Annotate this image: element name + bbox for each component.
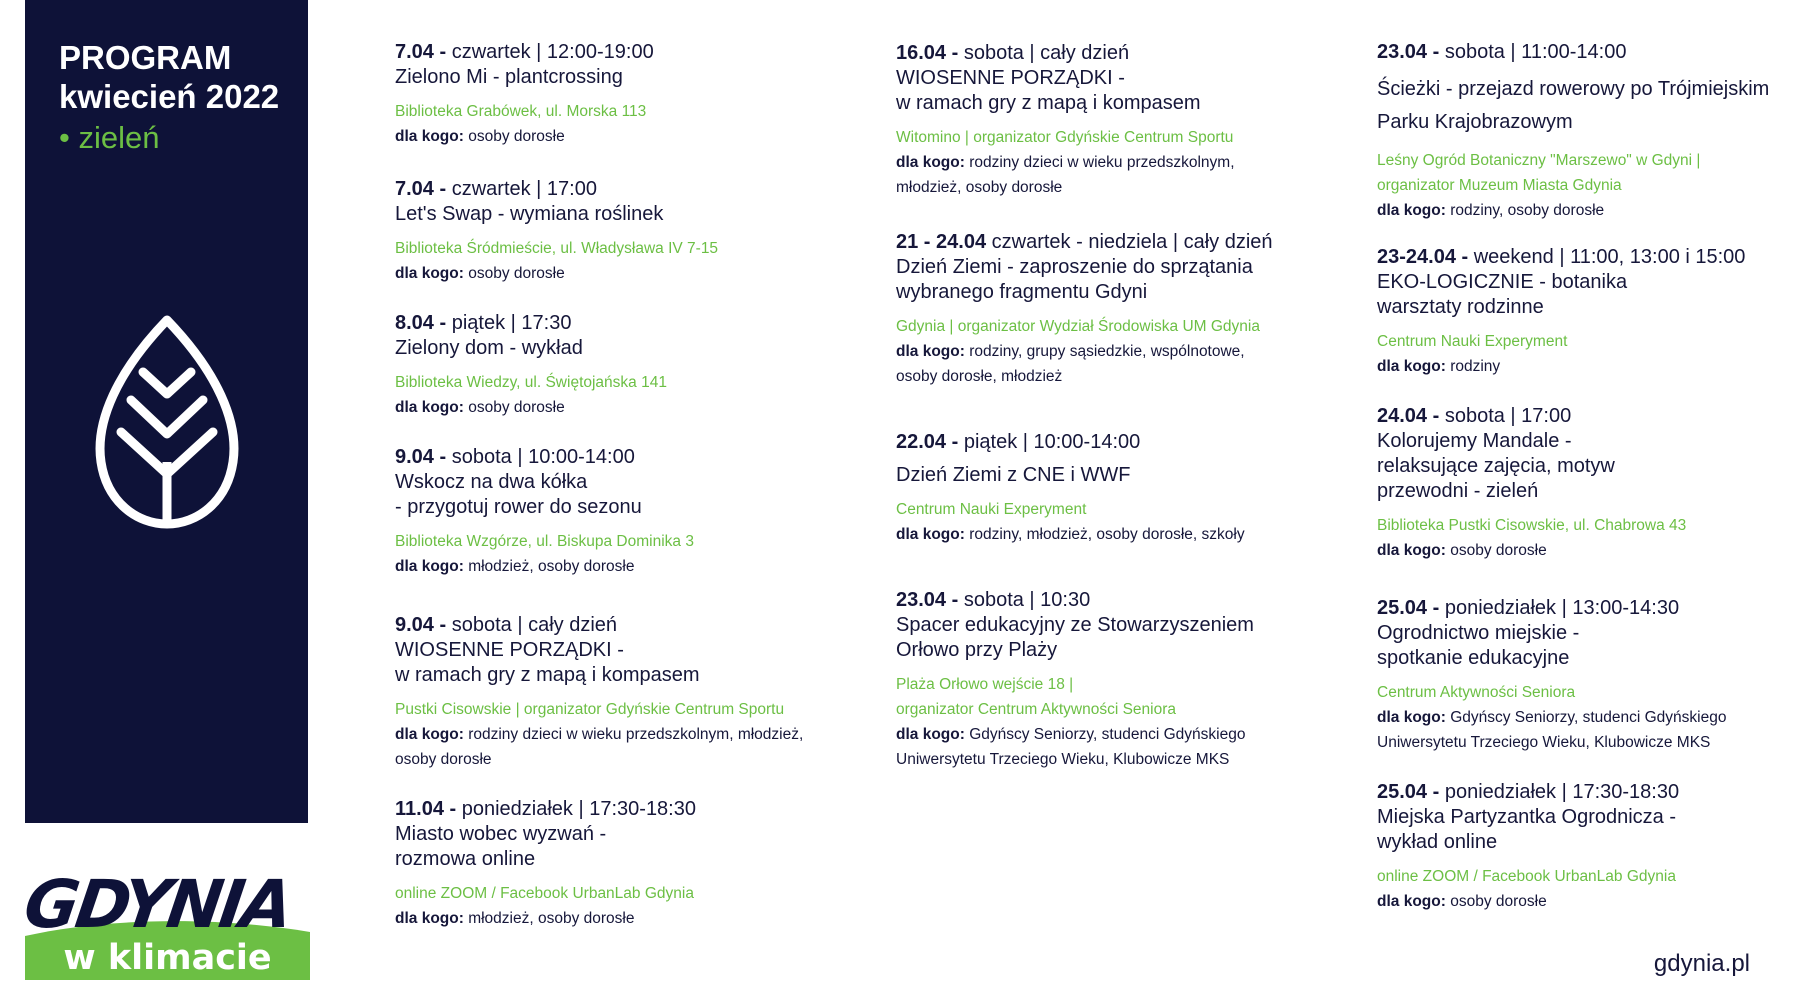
event-title-line: Ścieżki - przejazd rowerowy po Trójmiejskim	[1377, 78, 1770, 100]
audience-line: Gdyńscy Seniorzy, studenci Gdyńskiego	[1450, 709, 1727, 726]
event-title	[395, 638, 835, 688]
event-title	[1377, 73, 1797, 139]
audience-line: młodzież, osoby dorosłe	[896, 179, 1063, 196]
event-title	[1377, 270, 1797, 320]
event-item	[896, 41, 1356, 200]
event-place	[896, 497, 1356, 522]
event-place	[896, 314, 1356, 339]
event-place	[395, 881, 835, 906]
audience-line: osoby dorosłe	[468, 265, 565, 282]
audience-line: rodziny dzieci w wieku przedszkolnym,	[969, 154, 1235, 171]
event-title-line: w ramach gry z mapą i kompasem	[896, 92, 1201, 114]
event-day-time: czwartek - niedziela | cały dzień	[986, 231, 1273, 253]
event-audience	[1377, 354, 1797, 379]
event-place-line: organizator Centrum Aktywności Seniora	[896, 701, 1176, 718]
event-title-line: EKO-LOGICZNIE - botanika	[1377, 271, 1628, 293]
event-item	[395, 40, 835, 149]
event-date: 7.04 -	[395, 41, 447, 63]
event-title-line: Miejska Partyzantka Ogrodnicza -	[1377, 806, 1677, 828]
audience-line: osoby dorosłe, młodzież	[896, 368, 1063, 385]
event-title-line: Zielony dom - wykład	[395, 337, 583, 359]
audience-label: dla kogo:	[1377, 542, 1446, 559]
event-date: 22.04 -	[896, 431, 959, 453]
audience-line: rodziny dzieci w wieku przedszkolnym, młodzież,	[468, 726, 804, 743]
event-header	[395, 613, 835, 638]
event-date: 25.04 -	[1377, 781, 1440, 803]
event-day-time: piątek | 10:00-14:00	[958, 431, 1141, 453]
event-date: 23.04 -	[896, 589, 959, 611]
event-title	[1377, 429, 1797, 504]
event-audience	[1377, 198, 1797, 223]
audience-label: dla kogo:	[395, 910, 464, 927]
event-day-time: sobota | cały dzień	[958, 42, 1130, 64]
event-day-time: poniedziałek | 17:30-18:30	[456, 798, 696, 820]
event-place	[1377, 148, 1797, 198]
audience-line: osoby dorosłe	[395, 751, 492, 768]
event-item	[896, 588, 1356, 772]
audience-line: rodziny	[1450, 358, 1501, 375]
event-title-line: Spacer edukacyjny ze Stowarzyszeniem	[896, 614, 1254, 636]
program-subtitle: • zieleń	[59, 120, 160, 155]
event-audience	[395, 124, 835, 149]
event-date: 16.04 -	[896, 42, 959, 64]
event-day-time: weekend | 11:00, 13:00 i 15:00	[1468, 246, 1746, 268]
event-place	[896, 125, 1356, 150]
event-date: 8.04 -	[395, 312, 447, 334]
event-header	[896, 230, 1356, 255]
leaf-icon	[87, 312, 247, 532]
event-date: 9.04 -	[395, 446, 447, 468]
event-place	[1377, 680, 1797, 705]
event-place	[1377, 513, 1797, 538]
audience-label: dla kogo:	[395, 128, 464, 145]
event-audience	[896, 150, 1356, 200]
event-audience	[395, 722, 835, 772]
event-header	[1377, 404, 1797, 429]
program-title	[59, 38, 279, 116]
audience-line: osoby dorosłe	[468, 399, 565, 416]
event-item	[1377, 780, 1797, 914]
audience-line: Uniwersytetu Trzeciego Wieku, Klubowicze MKS	[1377, 734, 1711, 751]
event-place	[896, 672, 1356, 722]
event-title	[896, 66, 1356, 116]
event-date: 25.04 -	[1377, 597, 1440, 619]
event-header	[1377, 245, 1797, 270]
event-title-line: Let's Swap - wymiana roślinek	[395, 203, 664, 225]
audience-label: dla kogo:	[395, 399, 464, 416]
event-title-line: Miasto wobec wyzwań -	[395, 823, 607, 845]
event-place-line: online ZOOM / Facebook UrbanLab Gdynia	[1377, 868, 1676, 885]
event-place-line: Biblioteka Wiedzy, ul. Świętojańska 141	[395, 374, 667, 391]
event-day-time: sobota | 10:30	[958, 589, 1091, 611]
audience-label: dla kogo:	[896, 343, 965, 360]
event-day-time: poniedziałek | 13:00-14:30	[1439, 597, 1680, 619]
event-audience	[896, 339, 1356, 389]
event-audience	[395, 261, 835, 286]
event-place-line: Witomino | organizator Gdyńskie Centrum Sportu	[896, 129, 1234, 146]
event-title-line: relaksujące zajęcia, motyw	[1377, 455, 1615, 477]
event-title-line: Zielono Mi - plantcrossing	[395, 66, 623, 88]
event-audience	[1377, 538, 1797, 563]
event-title-line: Wskocz na dwa kółka	[395, 471, 588, 493]
event-title-line: wybranego fragmentu Gdyni	[896, 281, 1148, 303]
event-title	[896, 613, 1356, 663]
event-place-line: Biblioteka Pustki Cisowskie, ul. Chabrowa 43	[1377, 517, 1687, 534]
event-title-line: Ogrodnictwo miejskie -	[1377, 622, 1580, 644]
audience-line: Gdyńscy Seniorzy, studenci Gdyńskiego	[969, 726, 1246, 743]
event-item	[395, 797, 835, 931]
event-header	[896, 588, 1356, 613]
event-place-line: Centrum Aktywności Seniora	[1377, 684, 1576, 701]
audience-line: rodziny, osoby dorosłe	[1450, 202, 1605, 219]
event-audience	[896, 522, 1356, 547]
sidebar-panel	[25, 0, 308, 823]
audience-line: młodzież, osoby dorosłe	[468, 910, 635, 927]
audience-label: dla kogo:	[896, 526, 965, 543]
event-item	[1377, 596, 1797, 755]
event-header	[395, 445, 835, 470]
event-day-time: piątek | 17:30	[446, 312, 572, 334]
event-header	[395, 311, 835, 336]
audience-line: rodziny, grupy sąsiedzkie, wspólnotowe,	[969, 343, 1245, 360]
event-day-time: sobota | 11:00-14:00	[1439, 41, 1627, 63]
event-header	[395, 797, 835, 822]
event-date: 23.04 -	[1377, 41, 1440, 63]
event-item	[395, 311, 835, 420]
program-title-line2: kwiecień 2022	[59, 78, 280, 115]
event-day-time: sobota | 10:00-14:00	[446, 446, 635, 468]
event-place-line: Gdynia | organizator Wydział Środowiska UM Gdynia	[896, 318, 1260, 335]
event-audience	[395, 554, 835, 579]
event-day-time: czwartek | 12:00-19:00	[446, 41, 654, 63]
event-day-time: sobota | 17:00	[1439, 405, 1572, 427]
audience-label: dla kogo:	[1377, 709, 1446, 726]
event-place	[1377, 864, 1797, 889]
event-title	[395, 470, 835, 520]
event-place-line: organizator Muzeum Miasta Gdynia	[1377, 177, 1622, 194]
event-place-line: Centrum Nauki Experyment	[896, 501, 1087, 518]
audience-label: dla kogo:	[896, 154, 965, 171]
event-header	[896, 430, 1356, 455]
event-audience	[395, 395, 835, 420]
event-header	[1377, 780, 1797, 805]
event-place	[395, 529, 835, 554]
event-title	[395, 822, 835, 872]
event-title-line: wykład online	[1377, 831, 1498, 853]
event-place-line: Pustki Cisowskie | organizator Gdyńskie Centrum Sportu	[395, 701, 785, 718]
audience-line: osoby dorosłe	[1450, 542, 1547, 559]
event-item	[1377, 245, 1797, 379]
event-date: 21 - 24.04	[896, 231, 987, 253]
event-title-line: w ramach gry z mapą i kompasem	[395, 664, 700, 686]
event-day-time: sobota | cały dzień	[446, 614, 618, 636]
event-title	[1377, 621, 1797, 671]
audience-label: dla kogo:	[395, 726, 464, 743]
event-audience	[395, 906, 835, 931]
event-title-line: Kolorujemy Mandale -	[1377, 430, 1572, 452]
event-title-line: WIOSENNE PORZĄDKI -	[395, 639, 624, 661]
event-header	[1377, 596, 1797, 621]
event-title-line: Orłowo przy Plaży	[896, 639, 1058, 661]
event-date: 7.04 -	[395, 178, 447, 200]
event-item	[395, 445, 835, 579]
audience-line: młodzież, osoby dorosłe	[468, 558, 635, 575]
event-title-line: spotkanie edukacyjne	[1377, 647, 1570, 669]
event-audience	[1377, 705, 1797, 755]
audience-line: rodziny, młodzież, osoby dorosłe, szkoły	[969, 526, 1245, 543]
event-header	[1377, 40, 1797, 65]
logo-wordmark: GDYNIA	[19, 866, 295, 943]
event-place-line: Plaża Orłowo wejście 18 |	[896, 676, 1074, 693]
event-item	[896, 230, 1356, 389]
event-audience	[1377, 889, 1797, 914]
audience-line: Uniwersytetu Trzeciego Wieku, Klubowicze MKS	[896, 751, 1230, 768]
audience-label: dla kogo:	[1377, 202, 1446, 219]
event-place-line: online ZOOM / Facebook UrbanLab Gdynia	[395, 885, 694, 902]
event-title	[896, 463, 1356, 488]
audience-line: osoby dorosłe	[1450, 893, 1547, 910]
event-title	[1377, 805, 1797, 855]
audience-label: dla kogo:	[395, 558, 464, 575]
event-title-line: warsztaty rodzinne	[1377, 296, 1544, 318]
event-item	[896, 430, 1356, 547]
event-title-line: rozmowa online	[395, 848, 536, 870]
event-day-time: czwartek | 17:00	[446, 178, 597, 200]
event-place-line: Biblioteka Grabówek, ul. Morska 113	[395, 103, 647, 120]
event-title	[896, 255, 1356, 305]
event-place	[395, 99, 835, 124]
event-item	[1377, 404, 1797, 563]
event-place	[1377, 329, 1797, 354]
event-place-line: Centrum Nauki Experyment	[1377, 333, 1568, 350]
event-title-line: przewodni - zieleń	[1377, 480, 1539, 502]
audience-label: dla kogo:	[896, 726, 965, 743]
audience-label: dla kogo:	[395, 265, 464, 282]
event-item	[1377, 40, 1797, 223]
event-title-line: Parku Krajobrazowym	[1377, 111, 1573, 133]
event-place-line: Biblioteka Śródmieście, ul. Władysława IV 7-15	[395, 240, 719, 257]
event-header	[395, 40, 835, 65]
event-title	[395, 336, 835, 361]
event-title-line: - przygotuj rower do sezonu	[395, 496, 642, 518]
website-link[interactable]: gdynia.pl	[1653, 950, 1750, 977]
event-title-line: WIOSENNE PORZĄDKI -	[896, 67, 1125, 89]
event-place	[395, 697, 835, 722]
event-title-line: Dzień Ziemi - zaproszenie do sprzątania	[896, 256, 1253, 278]
event-item	[395, 613, 835, 772]
event-place-line: Leśny Ogród Botaniczny "Marszewo" w Gdyni |	[1377, 152, 1701, 169]
event-place	[395, 236, 835, 261]
gdynia-logo	[19, 866, 310, 980]
audience-label: dla kogo:	[1377, 358, 1446, 375]
event-title-line: Dzień Ziemi z CNE i WWF	[896, 464, 1131, 486]
logo-tagline: w klimacie	[63, 938, 272, 978]
event-title	[395, 202, 835, 227]
event-date: 11.04 -	[395, 798, 457, 820]
audience-label: dla kogo:	[1377, 893, 1446, 910]
event-title	[395, 65, 835, 90]
event-header	[395, 177, 835, 202]
event-day-time: poniedziałek | 17:30-18:30	[1439, 781, 1680, 803]
event-date: 24.04 -	[1377, 405, 1440, 427]
event-date: 9.04 -	[395, 614, 447, 636]
event-date: 23-24.04 -	[1377, 246, 1469, 268]
event-item	[395, 177, 835, 286]
event-header	[896, 41, 1356, 66]
event-place-line: Biblioteka Wzgórze, ul. Biskupa Dominika 3	[395, 533, 694, 550]
audience-line: osoby dorosłe	[468, 128, 565, 145]
event-audience	[896, 722, 1356, 772]
event-place	[395, 370, 835, 395]
program-title-line1: PROGRAM	[59, 39, 232, 76]
